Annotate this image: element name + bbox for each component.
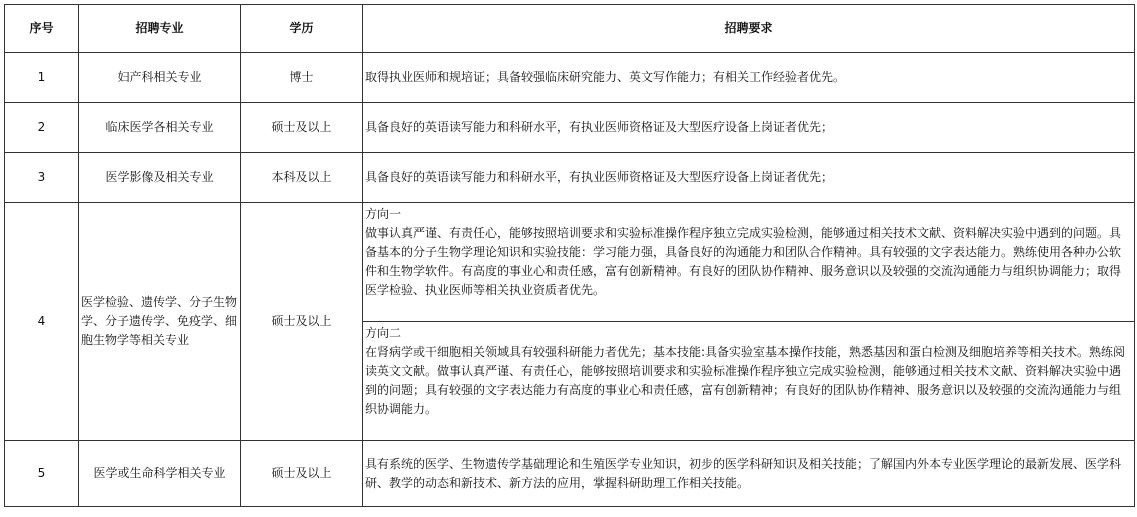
row-degree: 硕士及以上 [241,103,363,153]
recruitment-table [4,4,1135,507]
direction-one-text: 做事认真严谨、有责任心，能够按照培训要求和实验标准操作程序独立完成实验检测，能够通过相关技术文献、资料解决实验中遇到的问题。具备基本的分子生物学理论知识和实验技能：学习能力强，具备良好的沟通能力和团队合作精神。具有较强的文字表达能力。熟练使用各种办公软件和生物学软件。有高度的事业心和责任感，富有创新精神。有良好的团队协作精神、服务意识以及较强的交流沟通能力与组织协调能力；取得医学检验、执业医师等相关执业资质者优先。 [365,226,1122,297]
direction-two-cell [363,322,1135,441]
row-requirements: 具备良好的英语读写能力和科研水平，有执业医师资格证及大型医疗设备上岗证者优先； [363,153,1135,203]
header-requirements: 招聘要求 [363,5,1135,53]
row-degree: 硕士及以上 [241,441,363,507]
table-row [5,441,1135,507]
table-row [5,203,1135,322]
row-number: 3 [5,153,79,203]
row-degree: 硕士及以上 [241,203,363,441]
row-requirements: 具有系统的医学、生物遗传学基础理论和生殖医学专业知识，初步的医学科研知识及相关技能；了解国内外本专业医学理论的最新发展、医学科研、教学的动态和新技术、新方法的应用，掌握科研助理工作相关技能。 [363,441,1135,507]
row-major: 妇产科相关专业 [79,53,241,103]
row-major: 医学影像及相关专业 [79,153,241,203]
row-degree: 本科及以上 [241,153,363,203]
row-requirements: 取得执业医师和规培证；具备较强临床研究能力、英文写作能力；有相关工作经验者优先。 [363,53,1135,103]
table-row [5,103,1135,153]
direction-two-title: 方向二 [365,326,402,340]
row-number: 1 [5,53,79,103]
row-number: 5 [5,441,79,507]
header-degree: 学历 [241,5,363,53]
row-number: 2 [5,103,79,153]
direction-one-title: 方向一 [365,207,402,221]
row-number: 4 [5,203,79,441]
header-no: 序号 [5,5,79,53]
row-major: 医学或生命科学相关专业 [79,441,241,507]
row-major-text: 医学检验、遗传学、分子生物学、分子遗传学、免疫学、细胞生物学等相关专业 [81,295,238,347]
row-major: 临床医学各相关专业 [79,103,241,153]
direction-two-text: 在肾病学或干细胞相关领域具有较强科研能力者优先；基本技能:具备实验室基本操作技能，熟悉基因和蛋白检测及细胞培养等相关技术。熟练阅读英文文献。做事认真严谨、有责任心，能够按照培训要求和实验标准操作程序独立完成实验检测，能够通过相关技术文献、资料解决实验中遇到的问题；具有较强的文字表达能力有高度的事业心和责任感，富有创新精神；有良好的团队协作精神、服务意识以及较强的交流沟通能力与组织协调能力。 [365,345,1126,416]
direction-one-cell [363,203,1135,322]
row-degree: 博士 [241,53,363,103]
row-requirements: 具备良好的英语读写能力和科研水平，有执业医师资格证及大型医疗设备上岗证者优先； [363,103,1135,153]
table-row [5,153,1135,203]
table-row [5,53,1135,103]
row-major [79,203,241,441]
header-row [5,5,1135,53]
header-major: 招聘专业 [79,5,241,53]
